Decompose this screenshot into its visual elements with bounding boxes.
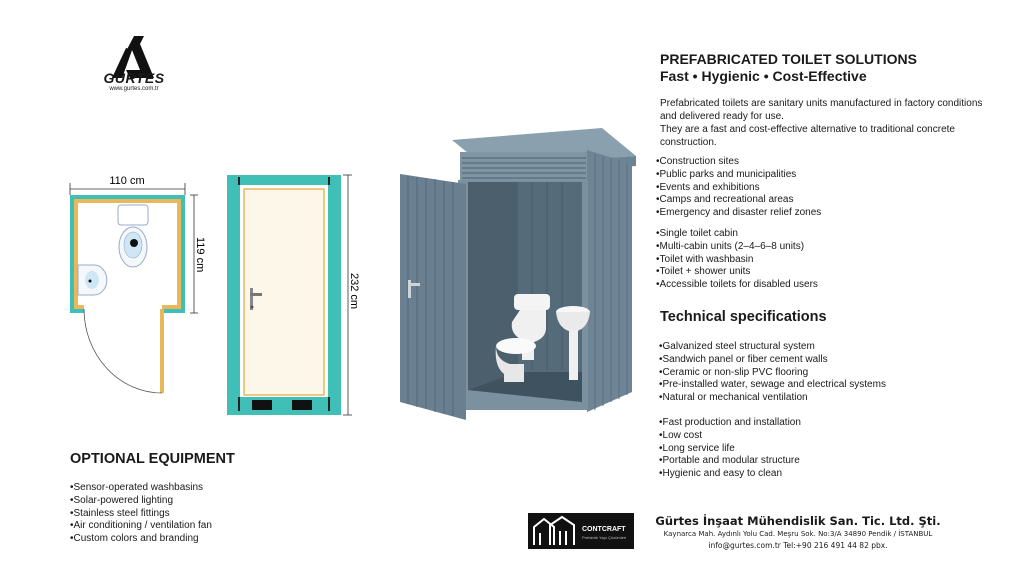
intro-line: and delivered ready for use. xyxy=(660,111,784,122)
list-item: • Solar-powered lighting xyxy=(70,495,212,508)
optional-heading: OPTIONAL EQUIPMENT xyxy=(70,451,235,467)
page-title: PREFABRICATED TOILET SOLUTIONS xyxy=(660,51,917,67)
list-item: • Construction sites xyxy=(656,156,821,169)
list-item: • Single toilet cabin xyxy=(656,228,818,241)
house-icon xyxy=(530,513,580,549)
list-item: • Natural or mechanical ventilation xyxy=(659,392,886,405)
list-item: • Toilet + shower units xyxy=(656,266,818,279)
list-item: • Portable and modular structure xyxy=(659,455,801,468)
door-elevation xyxy=(227,175,341,415)
list-item: • Sandwich panel or fiber cement walls xyxy=(659,354,886,367)
contcraft-name: CONTCRAFT xyxy=(582,526,626,533)
company-name: Gürtes İnşaat Mühendislik San. Tic. Ltd. Şti. xyxy=(655,514,941,528)
toilet-cabin-render xyxy=(392,120,642,420)
intro-line: Prefabricated toilets are sanitary units manufactured in factory conditions xyxy=(660,98,983,109)
floor-plan xyxy=(70,195,185,393)
use-cases-list xyxy=(656,156,821,220)
list-item: • Events and exhibitions xyxy=(656,182,821,195)
technical-drawings xyxy=(60,165,370,425)
list-item: • Camps and recreational areas xyxy=(656,194,821,207)
list-item: • Sensor-operated washbasins xyxy=(70,482,212,495)
list-item: • Hygienic and easy to clean xyxy=(659,468,801,481)
list-item: • Emergency and disaster relief zones xyxy=(656,207,821,220)
tech-list xyxy=(659,341,886,405)
benefits-list xyxy=(659,417,801,481)
brand-url: www.gurtes.com.tr xyxy=(109,86,159,92)
list-item: • Custom colors and branding xyxy=(70,533,212,546)
plan-depth-label: 119 cm xyxy=(194,237,206,273)
contcraft-logo xyxy=(528,513,634,549)
door-height-label: 232 cm xyxy=(348,273,360,310)
list-item: • Galvanized steel structural system xyxy=(659,341,886,354)
list-item: • Multi-cabin units (2–4–6–8 units) xyxy=(656,241,818,254)
intro-line: construction. xyxy=(660,137,717,148)
tech-heading: Technical specifications xyxy=(660,309,827,325)
list-item: • Accessible toilets for disabled users xyxy=(656,279,818,292)
company-address: Kaynarca Mah. Aydınlı Yolu Cad. Meşru Sok. No:3/A 34890 Pendik / İSTANBUL xyxy=(663,530,933,538)
list-item: • Long service life xyxy=(659,443,801,456)
list-item: • Fast production and installation xyxy=(659,417,801,430)
list-item: • Public parks and municipalities xyxy=(656,169,821,182)
list-item: • Stainless steel fittings xyxy=(70,508,212,521)
list-item: • Air conditioning / ventilation fan xyxy=(70,520,212,533)
list-item: • Ceramic or non-slip PVC flooring xyxy=(659,367,886,380)
list-item: • Pre-installed water, sewage and electrical systems xyxy=(659,379,886,392)
plan-width-label: 110 cm xyxy=(109,175,145,187)
page-subtitle: Fast • Hygienic • Cost-Effective xyxy=(660,68,867,84)
list-item: • Toilet with washbasin xyxy=(656,254,818,267)
intro-line: They are a fast and cost-effective alternative to traditional concrete xyxy=(660,124,955,135)
company-contact: info@gurtes.com.tr Tel:+90 216 491 44 82 pbx. xyxy=(708,541,888,550)
unit-types-list xyxy=(656,228,818,292)
list-item: • Low cost xyxy=(659,430,801,443)
contcraft-tagline: Prefabrik Yapı Çözümleri xyxy=(582,535,627,540)
intro-text xyxy=(660,97,1010,149)
brand-name: GÜRTES xyxy=(103,70,165,86)
optional-list xyxy=(70,482,212,546)
